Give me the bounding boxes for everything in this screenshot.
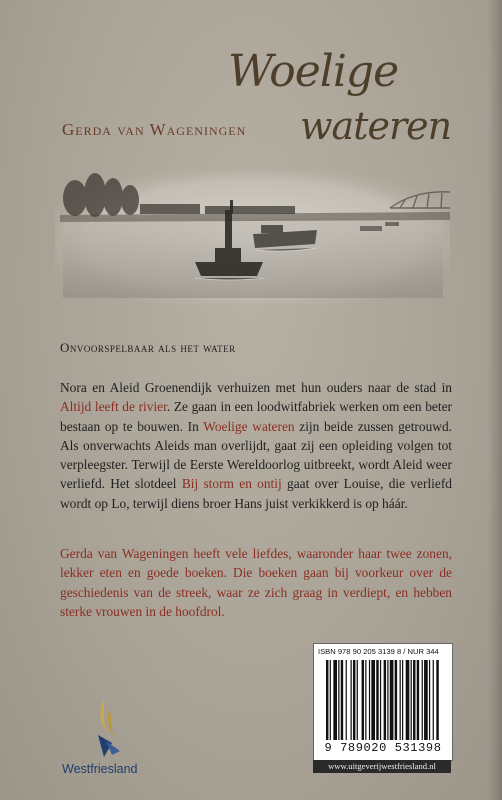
spine-shadow (488, 0, 502, 800)
publisher-url: www.uitgeverijwestfriesland.nl (313, 760, 451, 773)
book-reference: Woelige wateren (203, 418, 295, 434)
blurb-text: . Ze gaan in een loodwitfabriek werken om een beter bestaan op te bouwen. In (60, 399, 452, 434)
author-bio: Gerda van Wageningen heeft vele liefdes, waaronder haar twee zonen, lekker eten en goede boeken. Die boeken gaan bij voorkeur over de geschiedenis van de streek, waar ze zich graag in verdiept, en hebben sterke vrouwen in de hoofdrol. (60, 546, 452, 619)
tagline: Onvoorspelbaar als het water (60, 340, 236, 355)
barcode-icon (326, 660, 440, 740)
barcode-digits: 9 789020 531398 (324, 741, 442, 755)
title-line-2: wateren (300, 104, 452, 148)
publisher-name: Westfriesland (62, 762, 138, 776)
isbn-text: ISBN 978 90 205 3139 8 / NUR 344 (318, 647, 439, 656)
barcode-block (313, 643, 453, 761)
book-reference: Altijd leeft de rivier (60, 399, 167, 415)
blurb-paragraph (60, 378, 452, 513)
author-name: Gerda van Wageningen (62, 120, 247, 139)
blurb-text: gaat over Louise, die verliefd wordt op Lo, terwijl diens broer Hans juist verkikkerd is op háár. (60, 476, 453, 511)
blurb-text: Nora en Aleid Groenendijk verhuizen met hun ouders naar de stad in (60, 380, 452, 395)
river-tugboat-photo (55, 170, 450, 305)
book-reference: Bij storm en ontij (181, 476, 282, 492)
westfriesland-logo-icon (92, 697, 124, 759)
blurb-text: zijn beide zussen getrouwd. Als onverwachts Aleids man overlijdt, gaat zij een opleiding volgen tot verpleegster. Terwijl de Eerste Wereldoorlog uitbreekt, wordt Aleid weer verliefd. Het slotdeel (60, 418, 452, 492)
title-line-1: Woelige (228, 46, 399, 97)
